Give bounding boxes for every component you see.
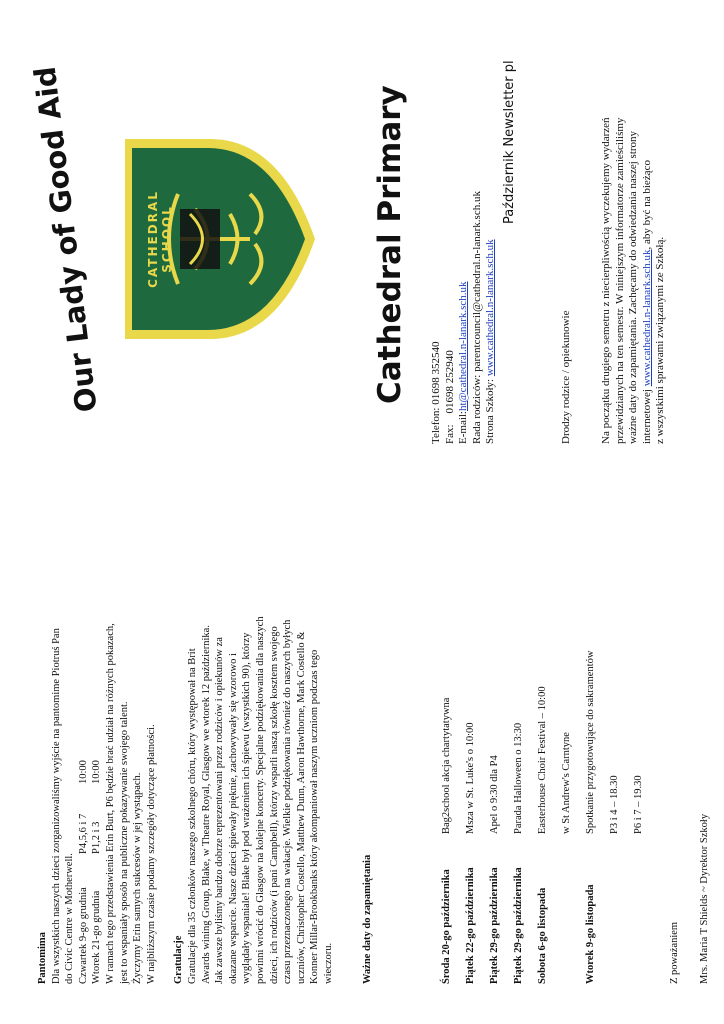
- congrats-line: Jak zawsze byliśmy bardzo dobrze reprezentowani przez rodziców i opiekunów za: [214, 637, 226, 984]
- pantomime-text: W ramach tego przedstawienia Erin Burt, P6 będzie brać udział na różnych pokazach,: [104, 623, 116, 984]
- dates-list: Środa 20-go października Bag2school akcja chartytatywna Piątek 22-go października Msza w St. Luke's o 10:00 Piątek 29-go października Apel o 9:30 dla P4 Piątek 29-go października Parada Halloween o 13:30 Sobota 6-go listopada Easterhouse Choir Festival – 10:00 w St Andrew's Carntyne Wtorek 9-go listopada Spotkanie przygotowujące do sakramentów P3 i 4 – 18.30 P6 i 7 – 19.30: [441, 650, 644, 984]
- pantomime-heading: Pantomima: [37, 932, 48, 984]
- congrats-line: dzieci, ich rodziców (i pani Campbell), którzy wsparli naszą szkołę kosztem swojego: [268, 626, 280, 984]
- congrats-line: czasu przeznaczonego na wakacje. Wielkie podziękowania również do naszych byłych: [282, 619, 294, 984]
- congrats-line: wyglądały wspaniale! Blake był pod wrażeniem ich śpiewu (wszystkich 90), którzy: [241, 632, 253, 984]
- congrats-line: Awards wining Group, Blake, w Theatre Royal, Glasgow we wtorek 12 października.: [200, 625, 212, 984]
- congrats-line: Gratulacje dla 35 członków naszego szkolnego chóru, który występował na Brit: [186, 648, 198, 984]
- cover-greeting: Drodzy rodzice / opiekunowie: [560, 310, 572, 444]
- signoff: [668, 519, 711, 984]
- email-link[interactable]: ht@cathedral.n-lanark.sch.uk: [457, 281, 470, 411]
- web-link[interactable]: www.cathedral.n-lanark.sch.uk: [484, 239, 497, 377]
- congrats-line: okazane wsparcie. Nasze dzieci śpiewały pięknie, zachowywały się wzorowo i: [227, 653, 239, 984]
- contact-web-row: Strona Szkoły: www.cathedral.n-lanark.sch.uk: [484, 239, 497, 444]
- congrats-line: uczniów, Christopher Costello, Matthew Dunn, Aaron Hawthorne, Mark Costello &: [295, 631, 307, 984]
- schedule-row: Wtorek 21-go grudnia P1,2 i 3 10:00: [91, 760, 103, 984]
- congrats-line: Konner Millar-Brookbanks który akompaniował naszym uczniom podczas tego: [309, 649, 321, 984]
- school-title-bottom: Cathedral Primary: [372, 85, 408, 404]
- body-web-link[interactable]: www.cathedral.n-lanark.sch.uk: [640, 249, 653, 387]
- pantomime-intro-cont: do Civic Centre w Motherwell.: [64, 853, 76, 984]
- crest-text: CATHEDRAL SCHOOL: [146, 190, 174, 288]
- contact-email-row: E-mail:ht@cathedral.n-lanark.sch.uk: [457, 281, 470, 444]
- pantomime-text: W najbliższym czasie podamy szczegóły dotyczące płatności.: [145, 724, 157, 984]
- schedule-row: Czwartek 9-go grudnia P4,5,6 i 7 10:00: [77, 760, 89, 984]
- signoff-greeting: Z poważaniem: [669, 921, 680, 984]
- contact-block: [430, 24, 498, 444]
- cover-page: [0, 0, 724, 504]
- school-title-top: Our Lady of Good Aid: [27, 64, 104, 414]
- newsletter-title: Październik Newsletter pl: [502, 60, 517, 224]
- cover-body: Na początku drugiego semetru z niecierpliwością wyczekujemy wydarzeń przewidzianych na ten semestr. W niniejszym informatorze zamieściliśmy ważne daty do zapamiętania. Zachęcamy do odwiedzania naszej strony internetowej www.cathedral.n-lanark.sch.uk, aby być na bieżąco z wszystkimi sprawami związanymi ze Szkołą.: [600, 117, 667, 444]
- congrats-line: powinni wrócić do Glasgow na kolejne koncerty. Specjalne podziękowania dla naszych: [254, 616, 266, 984]
- parents-email: parentcouncil@cathedral.n-lanark.sch.uk: [470, 191, 483, 372]
- pantomime-text: Życzymy Erin samych sukcesów w jej wystąpach.: [132, 772, 144, 984]
- pantomime-text: jest to wspaniały sposób na publiczne pokazywanie swojego talent.: [118, 701, 130, 984]
- inner-page: [36, 519, 710, 984]
- contact-parents-row: Rada rodziców: parentcouncil@cathedral.n-lanark.sch.uk: [470, 191, 483, 444]
- signoff-signature: Mrs. Maria T Shields ~ Dyrektor Szkoły: [698, 813, 710, 984]
- cover-greeting-block: [560, 14, 574, 444]
- dates-heading: Ważne daty do zapamiętania: [362, 854, 374, 984]
- congrats-heading: Gratulacje: [173, 935, 185, 984]
- school-crest: [120, 134, 320, 344]
- contact-phone: Telefon: 01698 352540: [430, 341, 442, 444]
- pantomime-intro: Dla wszystkich naszych dzieci zorganizowaliśmy wyjście na pantomime Piotruś Pan: [50, 628, 62, 984]
- congrats-line: wieczoru.: [322, 942, 334, 984]
- contact-fax: Fax: 01698 252940: [443, 350, 456, 444]
